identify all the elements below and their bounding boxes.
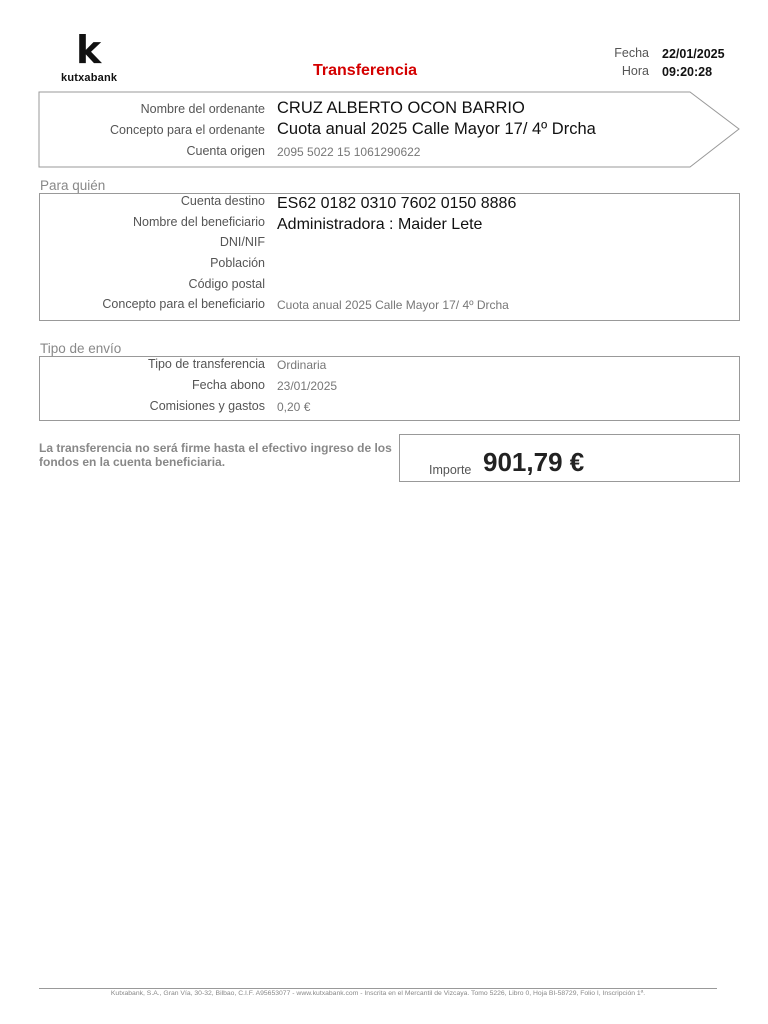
poblacion-label: Población — [210, 256, 265, 270]
nota-firmeza: La transferencia no será firme hasta el efectivo ingreso de los fondos en la cuenta beneficiaria. — [39, 441, 392, 469]
brand-logo — [58, 28, 128, 86]
fecha-label: Fecha — [614, 46, 649, 60]
concepto-beneficiario-value: Cuota anual 2025 Calle Mayor 17/ 4º Drcha — [277, 298, 509, 312]
footer-legal-text: Kutxabank, S.A., Gran Vía, 30-32, Bilbao, C.I.F. A95653077 - www.kutxabank.com - Inscrita en el Mercantil de Vizcaya. Tomo 5226, Libro 0, Hoja BI-58729, Folio I, Inscripción 1ª. — [110, 990, 646, 997]
comisiones-label: Comisiones y gastos — [149, 399, 265, 413]
comisiones-value: 0,20 € — [277, 400, 311, 414]
nombre-ordenante-label: Nombre del ordenante — [140, 102, 265, 116]
fecha-abono-value: 23/01/2025 — [277, 379, 338, 393]
cuenta-origen-value: 2095 5022 15 1061290622 — [277, 145, 421, 159]
page-title: Transferencia — [313, 62, 418, 79]
concepto-ordenante-value: Cuota anual 2025 Calle Mayor 17/ 4º Drcha — [277, 120, 596, 138]
brand-name: kutxabank — [61, 72, 118, 84]
codigo-postal-label: Código postal — [188, 277, 265, 291]
para-quien-title: Para quién — [40, 178, 106, 193]
cuenta-destino-value: ES62 0182 0310 7602 0150 8886 — [277, 195, 517, 212]
footer-divider — [39, 988, 717, 989]
nombre-ordenante-value: CRUZ ALBERTO OCON BARRIO — [277, 99, 525, 117]
tipo-transferencia-value: Ordinaria — [277, 358, 327, 372]
tipo-transferencia-label: Tipo de transferencia — [148, 357, 265, 371]
importe-value: 901,79 € — [483, 447, 585, 477]
importe-label: Importe — [429, 463, 472, 477]
hora-value: 09:20:28 — [662, 65, 713, 79]
nombre-beneficiario-value: Administradora : Maider Lete — [277, 216, 483, 233]
cuenta-destino-label: Cuenta destino — [180, 194, 265, 208]
fecha-abono-label: Fecha abono — [192, 378, 265, 392]
hora-label: Hora — [621, 64, 649, 78]
tipo-envio-title: Tipo de envío — [40, 341, 122, 356]
kutxabank-logo-icon: k — [76, 28, 102, 72]
concepto-ordenante-label: Concepto para el ordenante — [110, 123, 265, 137]
cuenta-origen-label: Cuenta origen — [186, 144, 265, 158]
concepto-beneficiario-label: Concepto para el beneficiario — [102, 297, 265, 311]
dni-label: DNI/NIF — [219, 235, 265, 249]
fecha-value: 22/01/2025 — [662, 47, 725, 61]
nombre-beneficiario-label: Nombre del beneficiario — [132, 215, 265, 229]
